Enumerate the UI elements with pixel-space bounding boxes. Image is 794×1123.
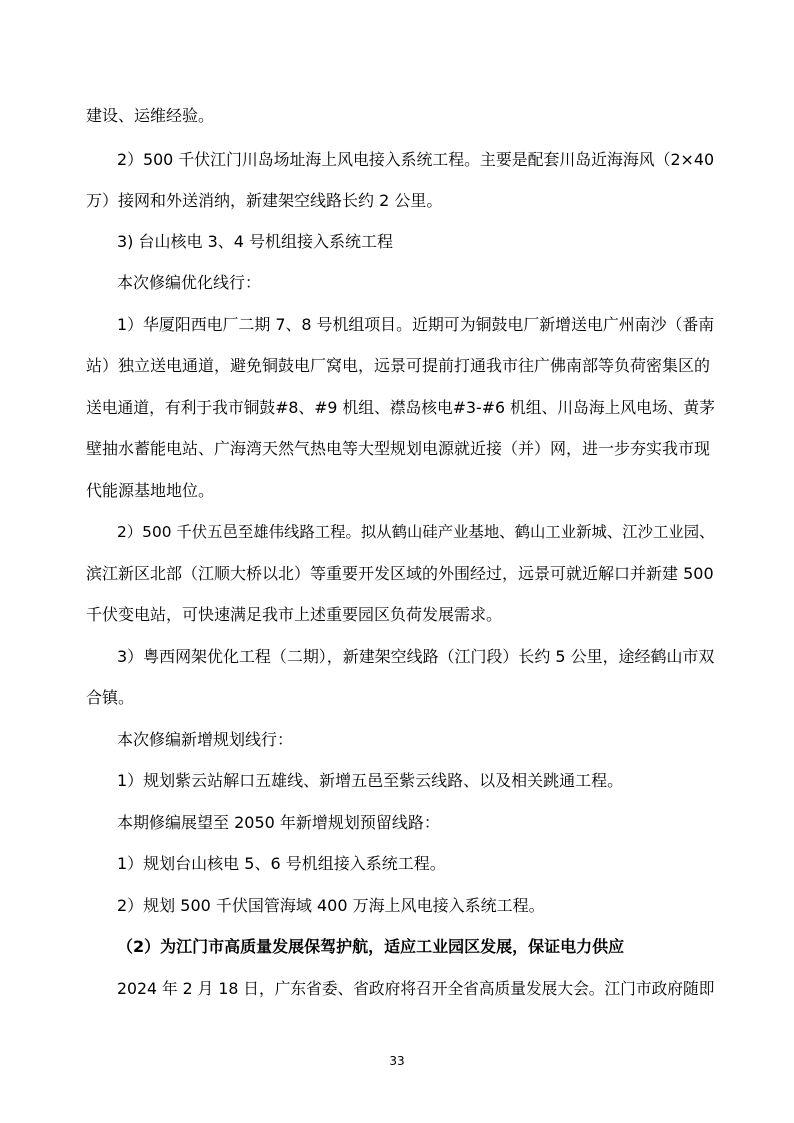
text-line: 2024 年 2 月 18 日，广东省委、省政府将召开全省高质量发展大会。江门市政府随即 [117, 979, 715, 998]
page-number: 33 [389, 1054, 405, 1068]
text-line: 合镇。 [86, 688, 135, 707]
text-line: 本次修编新增规划线行： [117, 730, 294, 749]
text-line: 2）规划 500 千伏国管海域 400 万海上风电接入系统工程。 [117, 896, 545, 915]
text-line: 送电通道，有利于我市铜鼓#8、#9 机组、襟岛核电#3-#6 机组、川岛海上风电场、黄茅 [86, 398, 715, 417]
section-heading: （2）为江门市高质量发展保驾护航，适应工业园区发展，保证电力供应 [117, 937, 625, 956]
text-line: 1）规划台山核电 5、6 号机组接入系统工程。 [117, 854, 446, 873]
text-line: 壁抽水蓄能电站、广海湾天然气热电等大型规划电源就近接（并）网，进一步夯实我市现 [86, 439, 711, 458]
text-line: 2）500 千伏五邑至雄伟线路工程。拟从鹤山硅产业基地、鹤山工业新城、江沙工业园、 [117, 523, 715, 541]
text-line: 本次修编优化线行： [117, 273, 262, 292]
text-line: 1）华厦阳西电厂二期 7、8 号机组项目。近期可为铜鼓电厂新增送电广州南沙（番南 [117, 315, 715, 334]
text-line: 2）500 千伏江门川岛场址海上风电接入系统工程。主要是配套川岛近海海风（2×40 [117, 150, 715, 169]
text-line: 建设、运维经验。 [86, 106, 215, 125]
text-line: 3）粤西网架优化工程（二期），新建架空线路（江门段）长约 5 公里，途经鹤山市双 [117, 647, 715, 666]
text-line: 代能源基地地位。 [86, 481, 215, 500]
text-line: 3) 台山核电 3、4 号机组接入系统工程 [117, 232, 394, 251]
text-line: 滨江新区北部（江顺大桥以北）等重要开发区域的外围经过，远景可就近解口并新建 500 [86, 564, 714, 583]
text-line: 万）接网和外送消纳，新建架空线路长约 2 公里。 [86, 191, 443, 210]
text-line: 本期修编展望至 2050 年新增规划预留线路： [117, 813, 440, 832]
text-line: 1）规划紫云站解口五雄线、新增五邑至紫云线路、以及相关跳通工程。 [117, 771, 624, 790]
text-line: 站）独立送电通道，避免铜鼓电厂窝电，远景可提前打通我市往广佛南部等负荷密集区的 [86, 356, 711, 375]
text-line: 千伏变电站，可快速满足我市上述重要园区负荷发展需求。 [86, 605, 503, 624]
